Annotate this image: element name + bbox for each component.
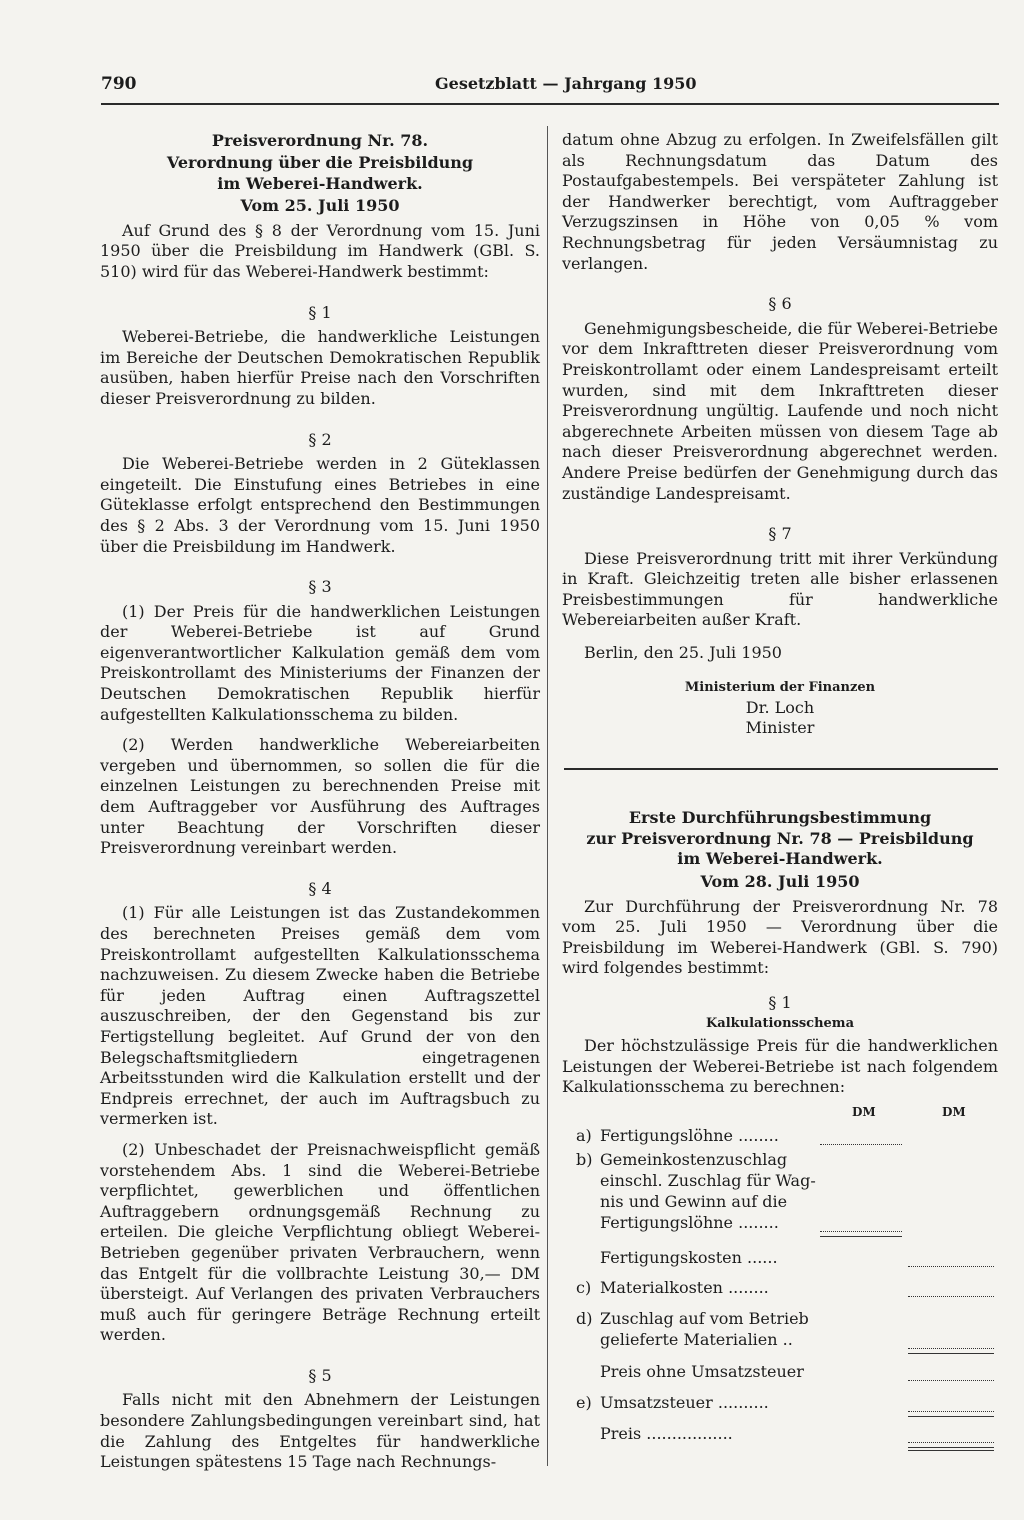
calc-text: Fertigungslöhne ........: [600, 1212, 779, 1232]
calc-text: Umsatzsteuer ..........: [600, 1392, 769, 1412]
ministry-name: Ministerium der Finanzen: [684, 679, 876, 695]
calc-label: d): [576, 1308, 593, 1328]
page-header: [101, 74, 999, 104]
section-2-heading: § 2: [308, 429, 332, 449]
section-4-heading: § 4: [308, 878, 332, 898]
calc-row-d: [562, 1309, 998, 1330]
entry-line: [908, 1442, 994, 1443]
column-header-dm-1: DM: [852, 1104, 876, 1119]
column-header-dm-2: DM: [942, 1104, 966, 1119]
calc-text: Preis ohne Umsatzsteuer: [600, 1361, 804, 1381]
section-5-heading: § 5: [308, 1365, 332, 1385]
entry-line: [908, 1348, 994, 1349]
left-column: [100, 130, 540, 1473]
regulation-title-1: Erste Durchführungsbestimmung: [628, 808, 932, 828]
running-title: Gesetzblatt — Jahrgang 1950: [435, 74, 697, 93]
calc-row-a: [562, 1126, 998, 1147]
calc-text: Fertigungskosten ......: [600, 1247, 778, 1267]
section-4-paragraph-2: (2) Unbeschadet der Preisnachweispflicht gemäß vorstehendem Abs. 1 sind die Weberei-Betriebe verpflichtet, gewerblichen und öffentlichen Auftraggebern ordnungsgemäß Rechnung zu erteilen. Die gleiche Verpflichtung obliegt Weberei-Betrieben gegenüber privaten Verbrauchern, wenn das Entgelt für die vollbrachte Leistung 30,— DM übersteigt. Auf Verlangen des privaten Verbrauchers muß auch für geringere Beträge Rechnung erteilt werden.: [100, 1139, 540, 1345]
regulation-section-1-subheading: Kalkulationsschema: [705, 1015, 854, 1031]
calc-label: b): [576, 1149, 593, 1169]
entry-line: [820, 1144, 902, 1145]
calc-text: Fertigungslöhne ........: [600, 1125, 779, 1145]
regulation-section-1-heading: § 1: [768, 993, 792, 1012]
sum-line: [908, 1416, 994, 1417]
right-column: [562, 130, 998, 1462]
entry-line: [908, 1380, 994, 1381]
section-5-text-continued: datum ohne Abzug zu erfolgen. In Zweifelsfällen gilt als Rechnungsdatum das Datum des Postaufgabestempels. Bei verspäteter Zahlung ist der Handwerker berechtigt, vom Auftraggeber Verzugszinsen in Höhe von 0,05 % vom Rechnungsbetrag für jeden Versäumnistag zu verlangen.: [562, 130, 998, 273]
ordinance-subtitle-1: Verordnung über die Preisbildung: [166, 153, 474, 172]
entry-line: [908, 1266, 994, 1267]
calc-text: Gemeinkostenzuschlag: [600, 1149, 788, 1169]
sum-line: [908, 1353, 994, 1354]
section-1-heading: § 1: [308, 302, 332, 322]
regulation-title-2: zur Preisverordnung Nr. 78 — Preisbildung: [586, 828, 974, 848]
calc-row-b-4: [562, 1213, 998, 1234]
regulation-date: Vom 28. Juli 1950: [700, 872, 860, 892]
section-7-text: Diese Preisverordnung tritt mit ihrer Verkündung in Kraft. Gleichzeitig treten alle bisher erlassenen Preisbestimmungen für handwerkliche Webereiarbeiten außer Kraft.: [562, 548, 998, 630]
signatory-name: Dr. Loch: [745, 698, 815, 718]
double-sum-line: [908, 1447, 994, 1448]
column-divider: [547, 126, 548, 1466]
section-6-heading: § 6: [768, 294, 792, 314]
ordinance-preamble: Auf Grund des § 8 der Verordnung vom 15. Juni 1950 über die Preisbildung im Handwerk (GBl. S. 510) wird für das Weberei-Handwerk bestimmt:: [100, 220, 540, 281]
calc-text: gelieferte Materialien ..: [600, 1329, 793, 1349]
place-and-date: Berlin, den 25. Juli 1950: [584, 643, 782, 663]
section-6-text: Genehmigungsbescheide, die für Weberei-Betriebe vor dem Inkrafttreten dieser Preisverordnung vom Preiskontrollamt oder einem Landespreisamt erteilt wurden, sind mit dem Inkrafttreten dieser Preisverordnung ungültig. Laufende und noch nicht abgerechnete Arbeiten müssen von diesem Tage ab nach dieser Preisverordnung abgerechnet werden. Andere Preise bedürfen der Genehmigung durch das zuständige Landespreisamt.: [562, 318, 999, 503]
ordinance-title: Preisverordnung Nr. 78.: [211, 131, 429, 150]
signatory-role: Minister: [745, 718, 815, 738]
calc-label: a): [576, 1125, 592, 1145]
header-rule: [101, 103, 999, 105]
calculation-scheme: [562, 1102, 998, 1462]
page-number: 790: [101, 74, 137, 94]
calc-text: einschl. Zuschlag für Wag-: [600, 1170, 816, 1190]
section-5-text-start: Falls nicht mit den Abnehmern der Leistungen besondere Zahlungsbedingungen vereinbart sind, hat die Zahlung des Entgeltes für handwerkliche Leistungen spätestens 15 Tage nach Rechnungs-: [100, 1390, 540, 1472]
calc-text: Materialkosten ........: [600, 1277, 769, 1297]
calc-text: Zuschlag auf vom Betrieb: [600, 1308, 809, 1328]
section-4-paragraph-1: (1) Für alle Leistungen ist das Zustandekommen des berechneten Preises gemäß dem vom Preiskontrollamt aufgestellten Kalkulationsschema nachzuweisen. Zu diesem Zwecke haben die Betriebe für jeden Auftrag einen Auftragszettel auszuschreiben, der den Gegenstand bis zur Fertigstellung begleitet. Auf Grund der von den Belegschaftsmitgliedern eingetragenen Arbeitsstunden wird die Kalkulation erstellt und der Endpreis errechnet, der auch im Auftragsbuch zu vermerken ist.: [100, 903, 540, 1129]
section-1-text: Weberei-Betriebe, die handwerkliche Leistungen im Bereiche der Deutschen Demokratischen Republik ausüben, haben hierfür Preise nach den Vorschriften dieser Preisverordnung zu bilden.: [100, 327, 540, 408]
ordinance-subtitle-2: im Weberei-Handwerk.: [217, 173, 423, 193]
sum-line: [820, 1236, 902, 1237]
calc-label: e): [576, 1392, 592, 1412]
calc-row-b-2: [562, 1171, 998, 1192]
section-separator: [564, 768, 998, 770]
calc-row-b: [562, 1150, 998, 1171]
section-3-heading: § 3: [308, 577, 332, 597]
regulation-preamble: Zur Durchführung der Preisverordnung Nr. 78 vom 25. Juli 1950 — Verordnung über die Preisbildung im Weberei-Handwerk (GBl. S. 790) wird folgendes bestimmt:: [562, 896, 998, 978]
entry-line: [908, 1411, 994, 1412]
entry-line: [820, 1231, 902, 1232]
calc-text: nis und Gewinn auf die: [600, 1191, 788, 1211]
calc-label: c): [576, 1277, 592, 1297]
section-2-text: Die Weberei-Betriebe werden in 2 Güteklassen eingeteilt. Die Einstufung eines Betriebes in eine Güteklasse erfolgt entsprechend den Bestimmungen des § 2 Abs. 3 der Verordnung vom 15. Juni 1950 über die Preisbildung im Handwerk.: [100, 454, 540, 556]
entry-line: [908, 1296, 994, 1297]
ordinance-date: Vom 25. Juli 1950: [240, 196, 400, 216]
section-7-heading: § 7: [768, 524, 792, 544]
regulation-section-1-text: Der höchstzulässige Preis für die handwerklichen Leistungen der Weberei-Betriebe ist nach folgendem Kalkulationsschema zu berechnen:: [562, 1036, 998, 1097]
calc-text: Preis .................: [600, 1423, 733, 1443]
section-3-paragraph-2: (2) Werden handwerkliche Webereiarbeiten vergeben und übernommen, so sollen die für die einzelnen Leistungen zu berechnenden Preise mit dem Auftraggeber vor Ausführung des Auftrages unter Beachtung der Vorschriften dieser Preisverordnung vereinbart werden.: [100, 735, 540, 858]
regulation-title-3: im Weberei-Handwerk.: [677, 849, 883, 869]
calc-row-b-3: [562, 1192, 998, 1213]
section-3-paragraph-1: (1) Der Preis für die handwerklichen Leistungen der Weberei-Betriebe ist auf Grund eigenverantwortlicher Kalkulation gemäß dem vom Preiskontrollamt des Ministeriums der Finanzen der Deutschen Demokratischen Republik hierfür aufgestellten Kalkulationsschema zu bilden.: [100, 601, 540, 724]
double-sum-line: [908, 1450, 994, 1451]
